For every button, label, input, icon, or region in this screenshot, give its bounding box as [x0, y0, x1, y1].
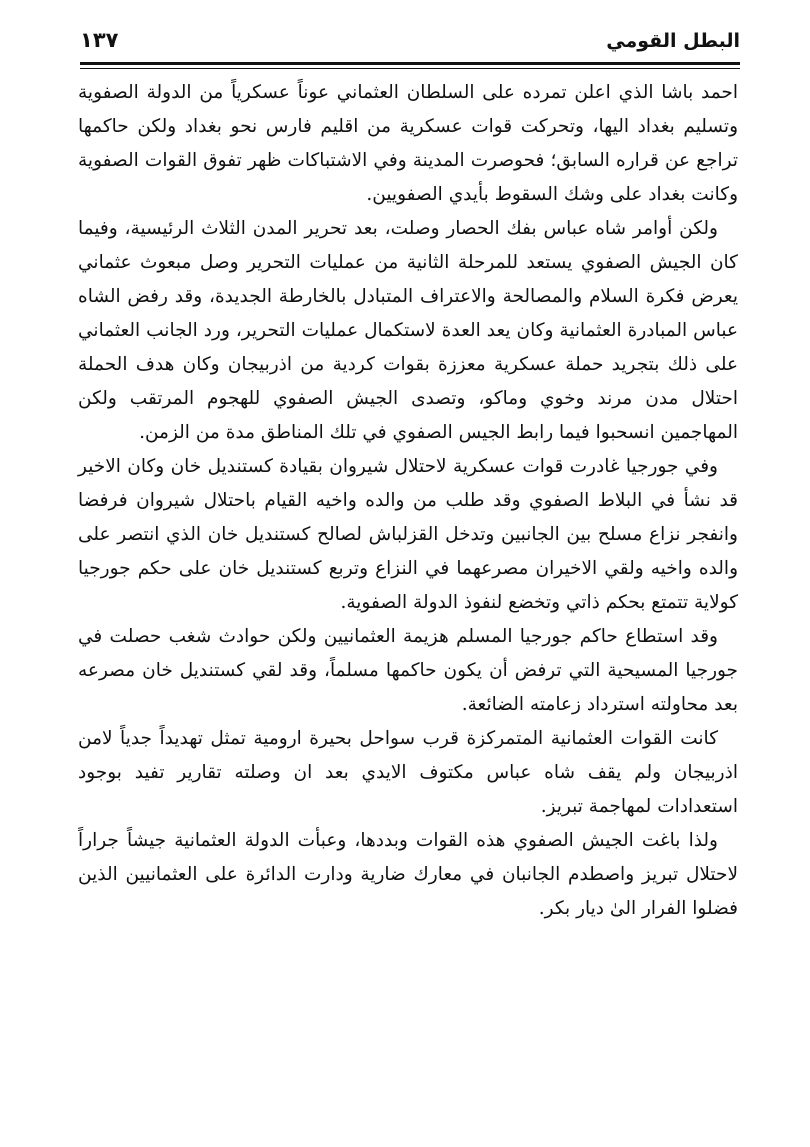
paragraph-1: احمد باشا الذي اعلن تمرده على السلطان العثماني عوناً عسكرياً من الدولة الصفوية وتسليم بغداد اليها، وتحركت قوات عسكرية من اقليم فارس نحو بغداد ولكن حاكمها تراجع عن قراره السابق؛ فحوصرت المدينة وفي الاشتباكات ظهر تفوق القوات الصفوية وكانت بغداد على وشك السقوط بأيدي الصفويين. — [78, 82, 738, 205]
header-rule-thin — [80, 68, 740, 69]
paragraph-2: ولكن أوامر شاه عباس بفك الحصار وصلت، بعد تحرير المدن الثلاث الرئيسية، وفيما كان الجيش الصفوي يستعد للمرحلة الثانية من عمليات التحرير وصل مبعوث عثماني يعرض فكرة السلام والمصالحة والاعتراف المتبادل بالخارطة الجديدة، وقد رفض الشاه عباس المبادرة العثمانية وكان يعد العدة لاستكمال عمليات التحرير، ورد الجانب العثماني على ذلك بتجريد حملة عسكرية معززة بقوات كردية من اذربيجان وكان هدف الحملة احتلال مدن مرند وخوي وماكو، وتصدى الجيش الصفوي للهجوم المرتقب ولكن المهاجمين انسحبوا فيما رابط الجيس الصفوي في تلك المناطق مدة من الزمن. — [78, 218, 738, 443]
running-header-title: البطل القومي — [606, 30, 740, 52]
page-header — [80, 26, 740, 60]
paragraph-4: وقد استطاع حاكم جورجيا المسلم هزيمة العثمانيين ولكن حوادث شغب حصلت في جورجيا المسيحية التي ترفض أن يكون حاكمها مسلماً، وقد لقي كستنديل خان مصرعه بعد محاولته استرداد زعامته الضائعة. — [78, 626, 738, 715]
header-rule-thick — [80, 62, 740, 65]
page-number: ١٣٧ — [80, 28, 119, 52]
paragraph-5: كانت القوات العثمانية المتمركزة قرب سواحل بحيرة ارومية تمثل تهديداً جدياً لامن اذربيجان ولم يقف شاه عباس مكتوف الايدي بعد ان وصلته تقارير تفيد بوجود استعدادات لمهاجمة تبريز. — [78, 728, 738, 817]
paragraph-3: وفي جورجيا غادرت قوات عسكرية لاحتلال شيروان بقيادة كستنديل خان وكان الاخير قد نشأ في البلاط الصفوي وقد طلب من والده واخيه القيام باحتلال شيروان فرفضا وانفجر نزاع مسلح بين الجانبين وتدخل القزلباش لصالح كستنديل خان الذي انتصر على والده واخيه ولقي الاخيران مصرعهما في النزاع وتربع كستنديل خان على حكم جورجيا كولاية تتمتع بحكم ذاتي وتخضع لنفوذ الدولة الصفوية. — [78, 456, 738, 613]
paragraph-6: ولذا باغت الجيش الصفوي هذه القوات وبددها، وعبأت الدولة العثمانية جيشاً جراراً لاحتلال تبريز واصطدم الجانبان في معارك ضارية ودارت الدائرة على العثمانيين الذين فضلوا الفرار الىٰ ديار بكر. — [78, 830, 738, 919]
body-text — [78, 76, 738, 926]
